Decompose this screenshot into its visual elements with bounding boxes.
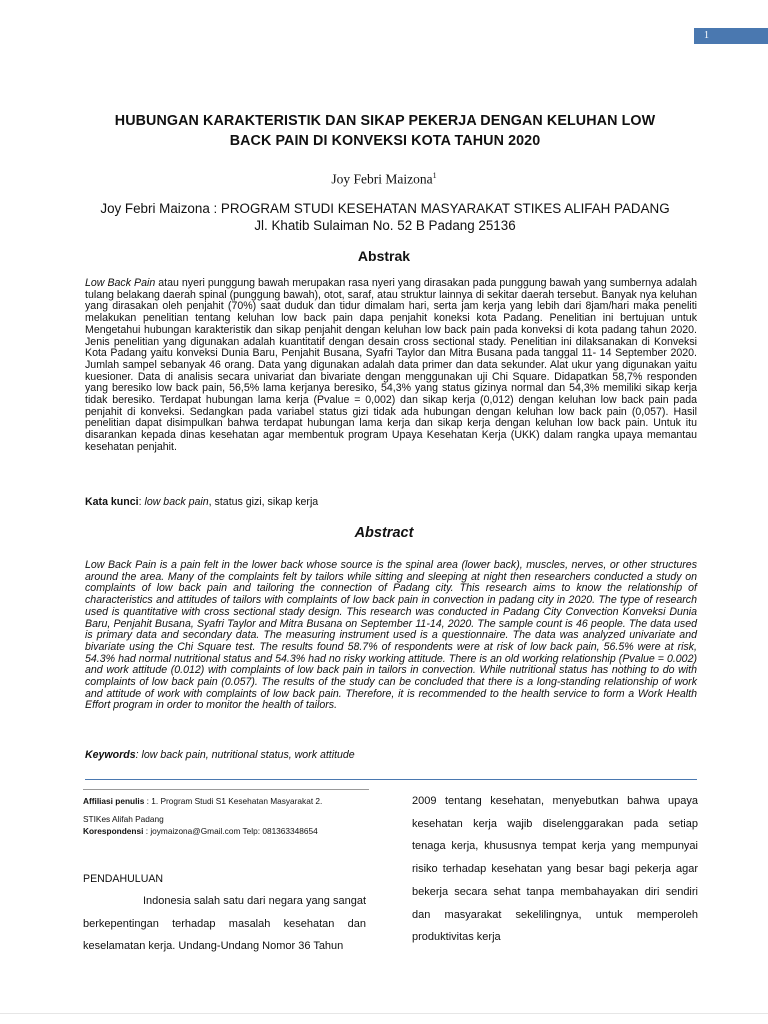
abstrak-body — [85, 278, 697, 454]
page-number: 1 — [704, 30, 709, 41]
footnote-corr-text: : joymaizona@Gmail.com Telp: 081363348654 — [143, 826, 318, 836]
abstrak-text: atau nyeri punggung bawah merupakan rasa nyeri yang dirasakan pada punggung bawah yang sumbernya adalah tulang belakang daerah spinal (punggung bawah), otot, saraf, atau struktur lainnya di sekitar daerah tersebut. Banyak nya keluhan yang dirasakan oleh penjahit (70%) saat duduk dan tidur dimalam hari, serta jam kerja yang lebih dari 8jam/hari maka peneliti melakukan penelitian tentang keluhan low back pain dapa penjahit koneksi kota Padang. Penelitian ini bertujuan untuk Mengetahui hubungan karakteristik dan sikap penjahit dengan keluhan low back pain pada konveksi di kota padang tahun 2020. Jenis penelitian yang digunakan adalah kuantitatif dengan desain cross sectional stady. Penelitian ini dilaksanakan di Konveksi Kota Padang yaitu konveksi Dunia Baru, Penjahit Busana, Syafri Taylor dan Mitra Busana pada tanggal 11- 14 September 2020. Jumlah sampel sebanyak 46 orang. Data yang digunakan adalah data primer dan data sekunder. Alat ukur yang digunakan yaitu kuesioner. Data di analisis secara univariat dan bivariate dengan menggunakan uji Chi Square. Didapatkan 58,7% responden yang beresiko low back pain, 56,5% lama kerjanya beresiko, 54,3% yang status gizinya normal dan 54,3% memiliki sikap kerja tidak beresiko. Terdapat hubungan lama kerja (Pvalue = 0,002) dan sikap kerja (0,012) dengan keluhan low back pain pada penjahit di konveksi. Sedangkan pada variabel status gizi tidak ada hubungan dengan keluhan low back pain (0,057). Hasil penelitian dapat disimpulkan bahwa terdapat hubungan lama kerja dan sikap kerja dengan keluhan low back pain. Untuk itu disarankan kepada dinas kesehatan agar membentuk program Upaya Kesehatan Kerja (UKK) dalam rangka upaya memantau kesehatan penjahit. — [85, 277, 698, 453]
author-superscript: 1 — [432, 171, 437, 180]
footnote-correspondence — [83, 826, 318, 836]
footnote-affil-text: : 1. Program Studi S1 Kesehatan Masyarakat 2. — [144, 796, 323, 806]
kata-kunci-italic: low back pain — [144, 496, 209, 508]
body-left-paragraph: Indonesia salah satu dari negara yang sangat berkepentingan terhadap masalah kesehatan dan keselamatan kerja. Undang-Undang Nomor 36 Tahun — [83, 895, 366, 952]
affiliation-line-2: Jl. Khatib Sulaiman No. 52 B Padang 25136 — [254, 218, 516, 233]
affiliation — [60, 200, 710, 234]
affiliation-line-1: Joy Febri Maizona : PROGRAM STUDI KESEHATAN MASYARAKAT STIKES ALIFAH PADANG — [100, 201, 670, 216]
paper-title — [60, 111, 710, 151]
abstrak-heading: Abstrak — [357, 248, 411, 264]
abstrak-lead: Low Back Pain — [85, 277, 156, 289]
footnote-affil-label: Affiliasi penulis — [83, 796, 145, 806]
keywords-label: Keywords — [85, 749, 136, 761]
title-line-2: BACK PAIN DI KONVEKSI KOTA TAHUN 2020 — [229, 133, 541, 149]
kata-kunci-sep: : — [138, 496, 145, 508]
body-left-column — [83, 890, 366, 958]
keywords-text: : low back pain, nutritional status, work attitude — [135, 749, 355, 761]
title-line-1: HUBUNGAN KARAKTERISTIK DAN SIKAP PEKERJA DENGAN KELUHAN LOW — [114, 113, 656, 129]
kata-kunci-label: Kata kunci — [85, 496, 139, 508]
kata-kunci-rest: , status gizi, sikap kerja — [208, 496, 319, 508]
author-line — [0, 171, 768, 188]
footnote-divider — [83, 789, 369, 790]
abstract-body: Low Back Pain is a pain felt in the lower back whose source is the spinal area (lower back), muscles, nerves, or other structures around the area. Many of the complaints felt by tailors while sitting and sleeping at night then researchers conducted a study on complaints of low back pain and tailoring the connection of Padang city. This research aims to know the relationship of characteristics and attitudes of tailors with complaints of low back pain in convection in padang city in 2020. The type of research used is quantitative with cross sectional stady design. This research was conducted in Padang City Convection Konveksi Dunia Baru, Penjahit Busana, Syafri Taylor and Mitra Busana on September 11-14, 2020. The sample count is 46 people. The data used is primary data and secondary data. The measuring instrument used is a questionnaire. The data was analyzed univariate and bivariate using the Chi Square test. The results found 58.7% of respondents were at risk of low back pain, 56.5% were at risk, 54.3% had normal nutritional status and 54.3% had no risky working attitude. There is an old working relationship (Pvalue = 0.002) and work attitude (0.012) with complaints of low back pain in tailors in convection. While nutritional status has nothing to do with complaints of low back pain (0.057). The results of the study can be concluded that there is a long-standing relationship of work and attitude of work with complaints of low back pain. Therefore, it is recommended to the health service to form a Work Health Effort program in order to monitor the health of tailors. — [85, 559, 697, 712]
section-divider — [85, 779, 697, 780]
page-bottom-edge — [0, 1013, 768, 1014]
pendahuluan-heading: PENDAHULUAN — [83, 873, 164, 885]
footnote-affiliation-2: STIKes Alifah Padang — [83, 814, 164, 824]
footnote-corr-label: Korespondensi — [83, 826, 144, 836]
keywords — [85, 749, 355, 761]
body-right-column — [412, 790, 698, 949]
kata-kunci — [85, 496, 318, 508]
body-right-paragraph: 2009 tentang kesehatan, menyebutkan bahwa upaya kesehatan kerja wajib diselenggarakan pada setiap tenaga kerja, khususnya tempat kerja yang mempunyai risiko terhadap kesehatan yang besar bagi pekerja agar bekerja secara sehat tanpa membahayakan diri sendiri dan masyarakat sekelilingnya, untuk memperoleh produktivitas kerja — [412, 795, 698, 944]
author-name: Joy Febri Maizona — [331, 171, 433, 187]
abstract-heading: Abstract — [354, 525, 414, 541]
footnote-affiliation — [83, 796, 322, 806]
